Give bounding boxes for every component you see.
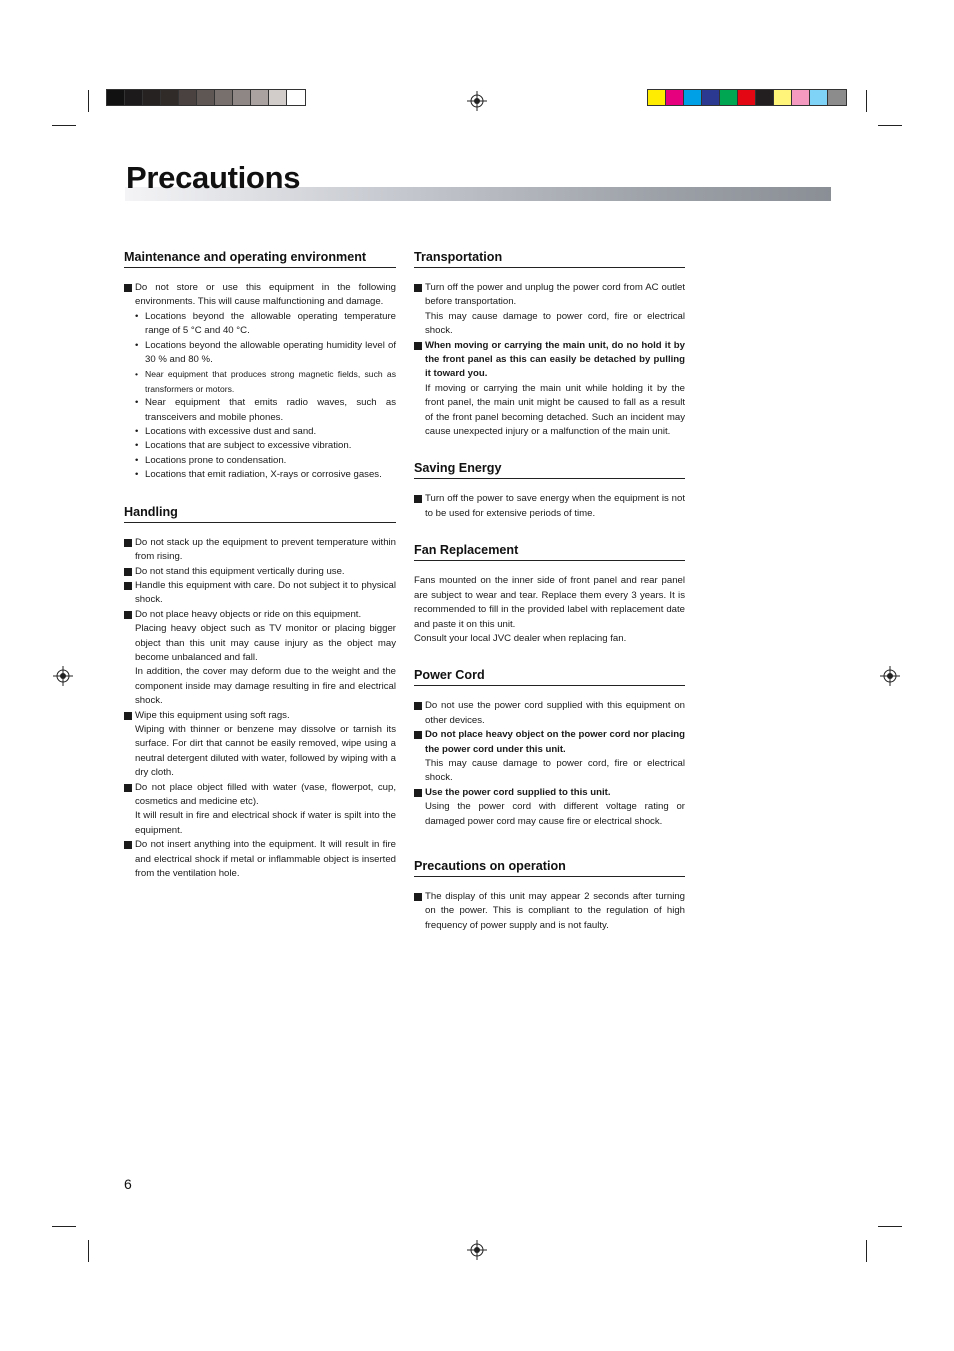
list-item: • Locations with excessive dust and sand. [135, 425, 396, 439]
list-item: Turn off the power and unplug the power cord from AC outlet before transportation. This may cause damage to power cord, fire or electrical shock. [414, 281, 685, 339]
square-bullet-icon [124, 784, 132, 792]
list-item: • Locations beyond the allowable operating humidity level of 30 % and 80 %. [135, 339, 396, 368]
square-bullet-icon [414, 893, 422, 901]
section-heading: Maintenance and operating environment [124, 250, 396, 268]
cmyk-color-bar [647, 89, 847, 106]
section-heading: Saving Energy [414, 461, 685, 479]
gray-swatch [107, 90, 125, 105]
fan-replacement-section [414, 543, 685, 646]
crop-mark [866, 90, 867, 112]
environment-list [135, 310, 396, 483]
crop-mark [878, 1226, 902, 1227]
square-bullet-icon [414, 284, 422, 292]
cmyk-swatch [648, 90, 666, 105]
list-item: Do not insert anything into the equipment. It will result in fire and electrical shock if metal or inflammable object is inserted from the ventilation hole. [124, 838, 396, 881]
square-bullet-icon [414, 702, 422, 710]
registration-mark-icon [467, 91, 487, 111]
paragraph: Fans mounted on the inner side of front panel and rear panel are subject to wear and tear. Replace them every 3 years. It is recommended to fill in the provided label with replacement date and paste it on this unit. [414, 575, 685, 630]
gray-swatch [179, 90, 197, 105]
gray-swatch [269, 90, 287, 105]
square-bullet-icon [124, 568, 132, 576]
transportation-section [414, 250, 685, 439]
list-item: The display of this unit may appear 2 seconds after turning on the power. This is compliant to the regulation of high frequency of power supply and is not faulty. [414, 890, 685, 933]
list-item: • Near equipment that emits radio waves, such as transceivers and mobile phones. [135, 396, 396, 425]
cmyk-swatch [684, 90, 702, 105]
list-item: • Locations prone to condensation. [135, 454, 396, 468]
list-item: Use the power cord supplied to this unit. Using the power cord with different voltage rating or damaged power cord may cause fire or electrical shock. [414, 786, 685, 829]
gray-swatch [197, 90, 215, 105]
saving-energy-section [414, 461, 685, 521]
paragraph: Consult your local JVC dealer when replacing fan. [414, 632, 627, 644]
list-item: Do not stack up the equipment to prevent temperature within from rising. [124, 536, 396, 565]
crop-mark [878, 125, 902, 126]
cmyk-swatch [666, 90, 684, 105]
section-heading: Fan Replacement [414, 543, 685, 561]
list-item: • Locations that emit radiation, X-rays or corrosive gases. [135, 468, 396, 482]
registration-mark-icon [53, 666, 73, 686]
crop-mark [52, 1226, 76, 1227]
section-heading: Transportation [414, 250, 685, 268]
operation-section [414, 859, 685, 933]
crop-mark [88, 1240, 89, 1262]
list-item: Wipe this equipment using soft rags. Wiping with thinner or benzene may dissolve or tarnish its surface. For dirt that cannot be easily removed, wipe using a neutral detergent diluted with water, followed by wiping with a dry cloth. [124, 709, 396, 781]
gray-swatch [287, 90, 305, 105]
cmyk-swatch [792, 90, 810, 105]
maintenance-section [124, 250, 396, 483]
section-heading: Precautions on operation [414, 859, 685, 877]
handling-section [124, 505, 396, 882]
list-item: Do not place object filled with water (vase, flowerpot, cup, cosmetics and medicine etc). It will result in fire and electrical shock if water is spilt into the equipment. [124, 781, 396, 839]
square-bullet-icon [124, 539, 132, 547]
list-item: • Near equipment that produces strong magnetic fields, such as transformers or motors. [135, 367, 396, 396]
cmyk-swatch [738, 90, 756, 105]
cmyk-swatch [810, 90, 828, 105]
square-bullet-icon [414, 495, 422, 503]
list-item: Handle this equipment with care. Do not subject it to physical shock. [124, 579, 396, 608]
square-bullet-icon [124, 284, 132, 292]
square-bullet-icon [124, 611, 132, 619]
cmyk-swatch [756, 90, 774, 105]
square-bullet-icon [414, 789, 422, 797]
power-cord-section [414, 668, 685, 829]
page-number: 6 [124, 1176, 132, 1192]
gray-swatch [161, 90, 179, 105]
square-bullet-icon [124, 712, 132, 720]
gray-swatch [251, 90, 269, 105]
cmyk-swatch [774, 90, 792, 105]
right-column [414, 250, 685, 955]
left-column [124, 250, 396, 903]
list-item: Do not place heavy object on the power cord nor placing the power cord under this unit. This may cause damage to power cord, fire or electrical shock. [414, 728, 685, 786]
list-item: • Locations beyond the allowable operating temperature range of 5 °C and 40 °C. [135, 310, 396, 339]
square-bullet-icon [414, 731, 422, 739]
crop-mark [52, 125, 76, 126]
gray-swatch [215, 90, 233, 105]
cmyk-swatch [720, 90, 738, 105]
crop-mark [866, 1240, 867, 1262]
registration-mark-icon [467, 1240, 487, 1260]
list-item: Do not use the power cord supplied with this equipment on other devices. [414, 699, 685, 728]
square-bullet-icon [124, 841, 132, 849]
grayscale-color-bar [106, 89, 306, 106]
list-item: • Locations that are subject to excessive vibration. [135, 439, 396, 453]
section-heading: Power Cord [414, 668, 685, 686]
gray-swatch [125, 90, 143, 105]
gray-swatch [233, 90, 251, 105]
square-bullet-icon [124, 582, 132, 590]
gray-swatch [143, 90, 161, 105]
page-title: Precautions [126, 160, 301, 195]
list-item: Turn off the power to save energy when the equipment is not to be used for extensive periods of time. [414, 492, 685, 521]
section-heading: Handling [124, 505, 396, 523]
list-item: Do not place heavy objects or ride on this equipment. Placing heavy object such as TV monitor or placing bigger object than this unit may cause injury as the object may become unbalanced and fall. In addition, the cover may deform due to the weight and the component inside may damage resulting in fire and electrical shock. [124, 608, 396, 709]
registration-mark-icon [880, 666, 900, 686]
cmyk-swatch [702, 90, 720, 105]
list-item: Do not stand this equipment vertically during use. [124, 565, 396, 579]
cmyk-swatch [828, 90, 846, 105]
list-item: When moving or carrying the main unit, do no hold it by the front panel as this can easily be detached by pulling it toward you. If moving or carrying the main unit while holding it by the front panel, the main unit might be caused to fall as a result of the front panel becoming detached. Such an incident may cause unexpected injury or a malfunction of the main unit. [414, 339, 685, 440]
crop-mark [88, 90, 89, 112]
square-bullet-icon [414, 342, 422, 350]
list-item: Do not store or use this equipment in the following environments. This will cause malfunctioning and damage. [124, 281, 396, 310]
